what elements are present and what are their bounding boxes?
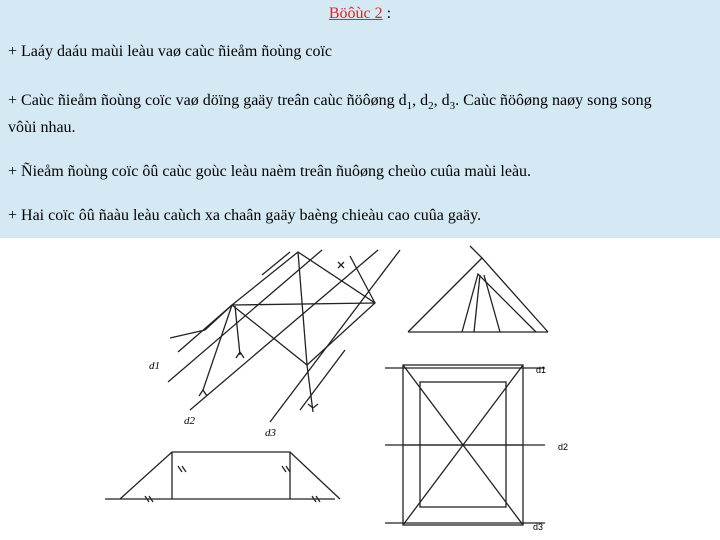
label-d2-right: d2 <box>558 442 569 452</box>
sub-3: 3 <box>449 100 456 113</box>
label-d3-left: d3 <box>265 427 276 439</box>
perspective-tent <box>168 250 400 422</box>
label-d1-left: d1 <box>149 360 160 372</box>
sep-1: , d <box>412 92 429 109</box>
tent-side-elevation <box>105 452 340 502</box>
tent-cross-section <box>408 246 548 332</box>
instruction-line-3: + Ñieåm ñoùng coïc ôû caùc goùc leàu naèm treân ñuôøng cheùo cuûa maùi leàu. <box>8 163 532 180</box>
tent-plan-view <box>385 365 545 525</box>
sub-2: 2 <box>428 100 434 113</box>
instruction-line-1: + Laáy daáu maùi leàu vaø caùc ñieåm ñoùng coïc <box>8 43 332 60</box>
label-d3-right: d3 <box>533 522 544 532</box>
label-d2-left: d2 <box>184 415 195 427</box>
instruction-line-2-tail: . Caùc ñöôøng naøy song song <box>455 92 652 109</box>
instruction-line-4: + Hai coïc ôû ñaàu leàu caùch xa chaân gaäy baèng chieàu cao cuûa gaäy. <box>8 207 482 224</box>
instruction-line-2-text: + Caùc ñieåm ñoùng coïc vaø döïng gaäy treân caùc ñöôøng d <box>8 92 407 109</box>
step-colon: : <box>382 5 392 22</box>
sep-2: , d <box>433 92 450 109</box>
label-d1-right: d1 <box>536 365 547 375</box>
instruction-line-2-cont: vôùi nhau. <box>8 119 76 136</box>
step-title: Böôùc 2 <box>328 5 383 22</box>
sub-1: 1 <box>406 100 413 113</box>
